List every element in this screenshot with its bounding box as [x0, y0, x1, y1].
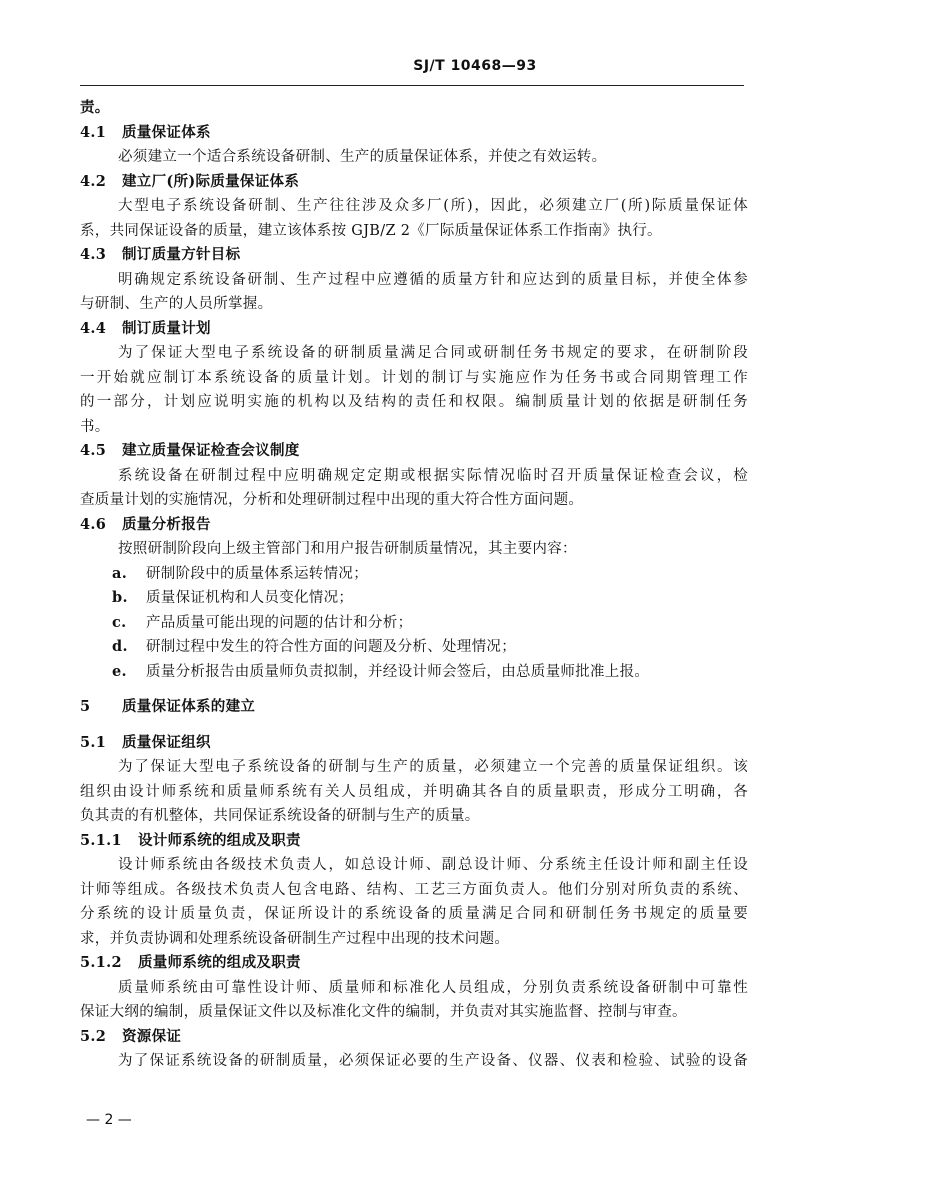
list-item: [80, 586, 748, 611]
section-heading-4-2: [80, 170, 748, 195]
section-number: 4.1: [80, 123, 107, 141]
paragraph-line: 查质量计划的实施情况，分析和处理研制过程中出现的重大符合性方面问题。: [80, 492, 584, 508]
section-number: 5.1: [80, 733, 107, 751]
list-label: c.: [112, 613, 127, 631]
section-number: 4.3: [80, 246, 107, 263]
list-label: d.: [112, 638, 128, 655]
paragraph-line: 按照研制阶段向上级主管部门和用户报告研制质量情况，其主要内容：: [118, 541, 577, 557]
paragraph-line: 分系统的设计质量负责，保证所设计的系统设备的质量满足合同和研制任务书规定的质量要: [80, 906, 748, 922]
paragraph-line: 书。: [80, 418, 110, 435]
paragraph-line: 大型电子系统设备研制、生产往往涉及众多厂(所)，因此，必须建立厂(所)际质量保证体: [118, 198, 748, 214]
paragraph-line: 与研制、生产的人员所掌握。: [80, 296, 273, 312]
section-title: 资源保证: [122, 1027, 182, 1045]
list-text: 研制阶段中的质量体系运转情况；: [146, 565, 368, 582]
paragraph-line: 明确规定系统设备研制、生产过程中应遵循的质量方针和应达到的质量目标，并使全体参: [118, 271, 748, 288]
section-title: 制订质量方针目标: [122, 246, 241, 263]
section-title: 质量保证组织: [122, 733, 211, 751]
section-number: 4.5: [80, 442, 107, 459]
paragraph-line: 系统设备在研制过程中应明确规定定期或根据实际情况临时召开质量保证检查会议，检: [118, 467, 748, 484]
paragraph-line: 为了保证大型电子系统设备的研制与生产的质量，必须建立一个完善的质量保证组织。该: [118, 759, 748, 775]
paragraph-line: 质量师系统由可靠性设计师、质量师和标准化人员组成，分别负责系统设备研制中可靠性: [118, 979, 748, 996]
paragraph-line: 负其责的有机整体，共同保证系统设备的研制与生产的质量。: [80, 808, 480, 824]
spacer: [80, 684, 748, 695]
list-label: a.: [112, 564, 128, 582]
list-label: e.: [112, 662, 127, 680]
section-heading-5-1: [80, 731, 748, 756]
page-number: — 2 —: [86, 1112, 132, 1128]
section-number: 4.4: [80, 319, 107, 337]
section-number: 5: [80, 698, 91, 715]
section-heading-4-1: [80, 121, 748, 146]
section-heading-4-6: [80, 513, 748, 538]
section-heading-5-1-1: [80, 829, 748, 854]
section-heading-4-3: [80, 243, 748, 268]
paragraph-line: 求，并负责协调和处理系统设备研制生产过程中出现的技术问题。: [80, 930, 510, 947]
section-heading-5-2: [80, 1025, 748, 1050]
paragraph-line: 保证大纲的编制，质量保证文件以及标准化文件的编制，并负责对其实施监督、控制与审查。: [80, 1004, 687, 1020]
paragraph-line: 为了保证系统设备的研制质量，必须保证必要的生产设备、仪器、仪表和检验、试验的设备: [118, 1053, 748, 1069]
paragraph-line: 的一部分，计划应说明实施的机构以及结构的责任和权限。编制质量计划的依据是研制任务: [80, 394, 748, 410]
paragraph-line: 一开始就应制订本系统设备的质量计划。计划的制订与实施应作为任务书或合同期管理工作: [80, 369, 748, 386]
header-rule: [80, 85, 744, 86]
section-title: 质量师系统的组成及职责: [138, 954, 301, 971]
list-item: [80, 611, 748, 636]
paragraph-line: 计师等组成。各级技术负责人包含电路、结构、工艺三方面负责人。他们分别对所负责的系统、: [80, 881, 748, 898]
section-title: 设计师系统的组成及职责: [138, 831, 301, 849]
section-title: 建立质量保证检查会议制度: [122, 442, 300, 459]
paragraph-line: 必须建立一个适合系统设备研制、生产的质量保证体系，并使之有效运转。: [118, 149, 607, 165]
list-item: [80, 660, 748, 685]
section-heading-5-1-2: [80, 951, 748, 976]
section-number: 5.1.1: [80, 831, 122, 849]
section-heading-4-4: [80, 317, 748, 342]
section-number: 5.2: [80, 1027, 107, 1045]
section-heading-4-5: [80, 439, 748, 464]
paragraph-line: 组织由设计师系统和质量师系统有关人员组成，并明确其各自的质量职责，形成分工明确，各: [80, 783, 748, 800]
paragraph-line: 设计师系统由各级技术负责人，如总设计师、副总设计师、分系统主任设计师和副主任设: [118, 857, 748, 873]
section-number: 4.6: [80, 515, 107, 533]
section-title: 质量分析报告: [122, 515, 211, 533]
continued-text: 责。: [80, 99, 110, 116]
section-title: 制订质量计划: [122, 319, 211, 337]
list-text: 质量分析报告由质量师负责拟制，并经设计师会签后，由总质量师批准上报。: [146, 663, 650, 680]
list-text: 质量保证机构和人员变化情况；: [146, 590, 354, 606]
section-title: 质量保证体系的建立: [122, 698, 256, 715]
chapter-heading-5: [80, 695, 748, 720]
section-number: 4.2: [80, 172, 107, 190]
section-title: 质量保证体系: [122, 123, 211, 141]
list-text: 研制过程中发生的符合性方面的问题及分析、处理情况；: [146, 639, 516, 655]
list-item: [80, 635, 748, 660]
standard-code-header: SJ/T 10468—93: [413, 58, 537, 74]
spacer: [80, 720, 748, 731]
section-title: 建立厂(所)际质量保证体系: [122, 172, 300, 190]
paragraph-line: 系，共同保证设备的质量，建立该体系按 GJB/Z 2《厂际质量保证体系工作指南》执行。: [80, 222, 662, 239]
list-text: 产品质量可能出现的问题的估计和分析；: [146, 614, 413, 631]
paragraph-line: 为了保证大型电子系统设备的研制质量满足合同或研制任务书规定的要求，在研制阶段: [118, 345, 748, 361]
list-label: b.: [112, 589, 128, 606]
document-body: [80, 96, 748, 1074]
list-item: [80, 562, 748, 587]
section-number: 5.1.2: [80, 954, 122, 971]
